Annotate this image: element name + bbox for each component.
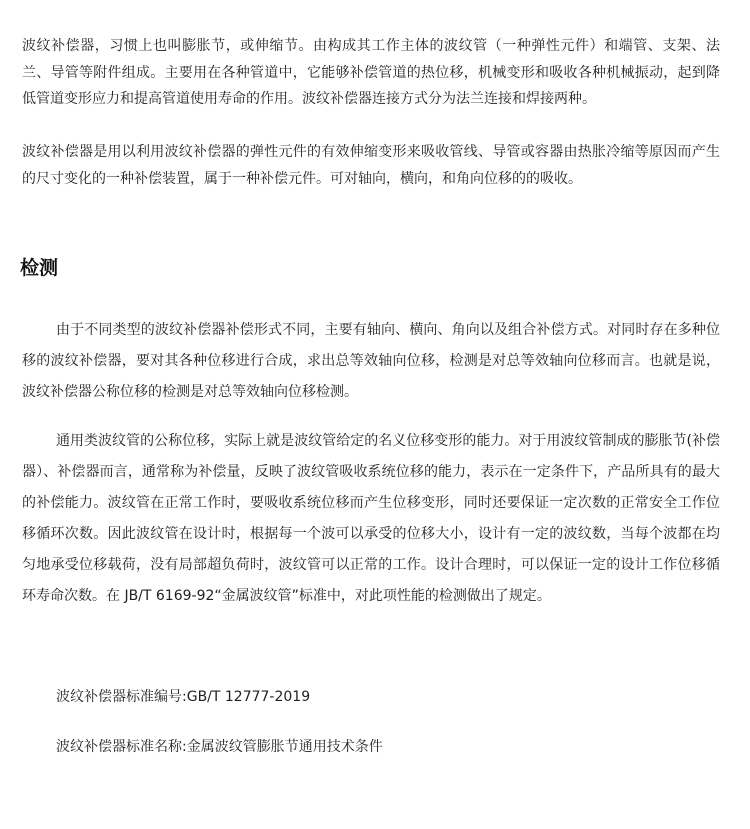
standard-name: 波纹补偿器标准名称:金属波纹管膨胀节通用技术条件: [56, 739, 383, 755]
intro-paragraph-2: 波纹补偿器是用以利用波纹补偿器的弹性元件的有效伸缩变形来吸收管线、导管或容器由热胀冷缩等原因而产生的尺寸变化的一种补偿装置，属于一种补偿元件。可对轴向，横向，和角向位移的的吸收。: [22, 144, 720, 187]
intro-paragraph-1: 波纹补偿器，习惯上也叫膨胀节，或伸缩节。由构成其工作主体的波纹管（一种弹性元件）和端管、支架、法兰、导管等附件组成。主要用在各种管道中，它能够补偿管道的热位移，机械变形和吸收各种机械振动，起到降低管道变形应力和提高管道使用寿命的作用。波纹补偿器连接方式分为法兰连接和焊接两种。: [22, 38, 720, 107]
section-heading: 检测: [20, 257, 59, 279]
detection-paragraph-1: 由于不同类型的波纹补偿器补偿形式不同，主要有轴向、横向、角向以及组合补偿方式。对同时存在多种位移的波纹补偿器，要对其各种位移进行合成，求出总等效轴向位移，检测是对总等效轴向位移而言。也就是说，波纹补偿器公称位移的检测是对总等效轴向位移检测。: [22, 322, 720, 400]
detection-paragraph-2: 通用类波纹管的公称位移，实际上就是波纹管给定的名义位移变形的能力。对于用波纹管制成的膨胀节(补偿器）、补偿器而言，通常称为补偿量，反映了波纹管吸收系统位移的能力，表示在一定条件下，产品所具有的最大的补偿能力。波纹管在正常工作时，要吸收系统位移而产生位移变形，同时还要保证一定次数的正常安全工作位移循环次数。因此波纹管在设计时，根据每一个波可以承受的位移大小，设计有一定的波纹数，当每个波都在均匀地承受位移载荷，没有局部超负荷时，波纹管可以正常的工作。设计合理时，可以保证一定的设计工作位移循环寿命次数。在 JB/T 6169-92“金属波纹管”标准中，对此项性能的检测做出了规定。: [22, 433, 720, 604]
standard-number: 波纹补偿器标准编号:GB/T 12777-2019: [56, 689, 311, 705]
